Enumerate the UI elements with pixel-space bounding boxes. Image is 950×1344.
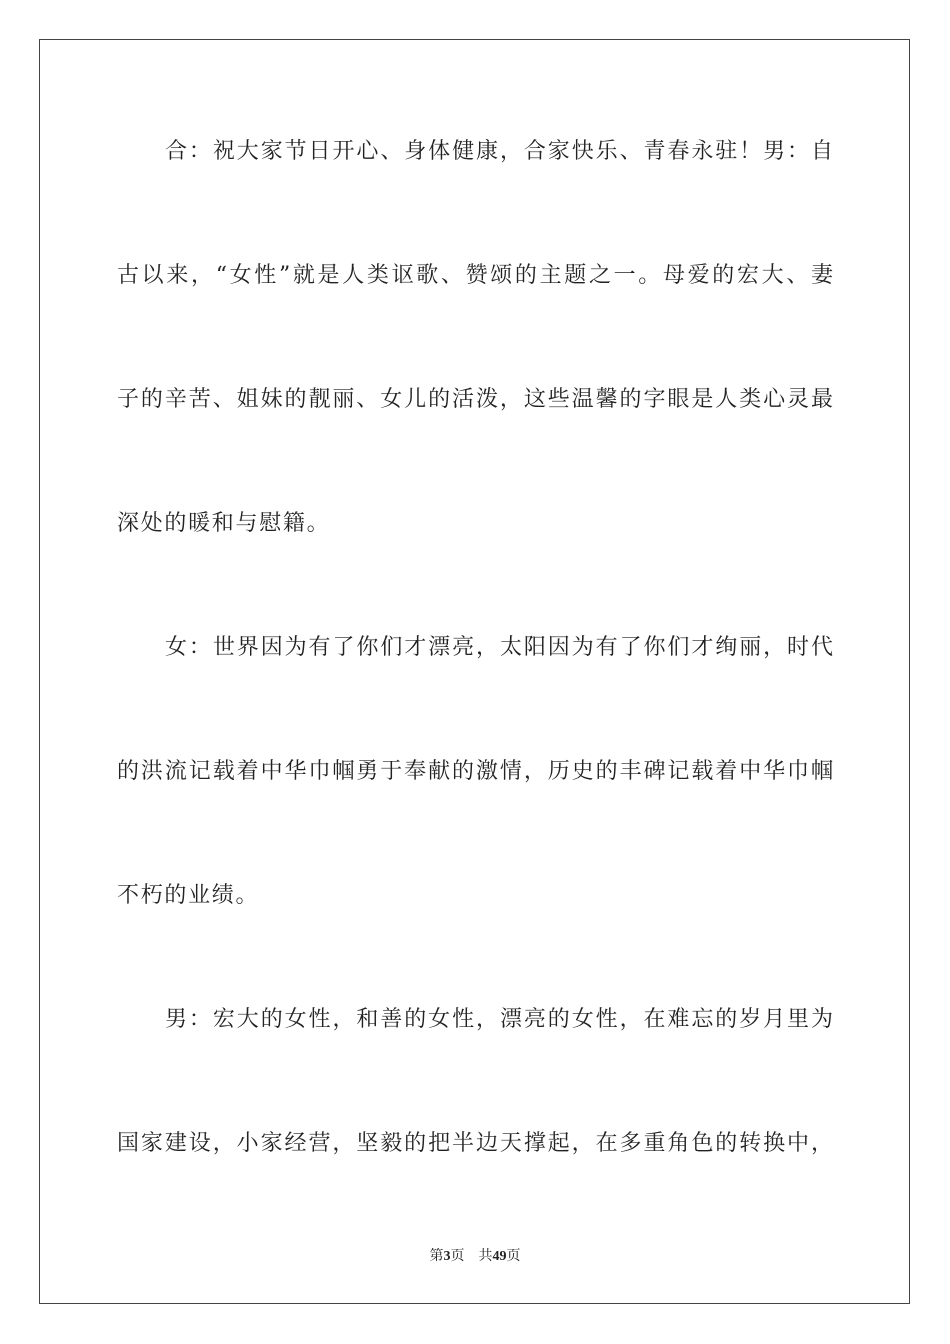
page-number: 3 — [443, 1249, 451, 1264]
total-prefix: 共 — [478, 1249, 493, 1264]
page-suffix: 页 — [450, 1249, 465, 1264]
paragraph-line: 深处的暖和与慰籍。 — [117, 511, 331, 536]
total-pages: 49 — [492, 1249, 507, 1264]
paragraph-line: 合：祝大家节日开心、身体健康，合家快乐、青春永驻！男：自 — [165, 139, 833, 164]
paragraph-line: 子的辛苦、姐妹的靓丽、女儿的活泼，这些温馨的字眼是人类心灵最 — [117, 387, 833, 412]
page-prefix: 第 — [429, 1249, 444, 1264]
paragraph-line: 国家建设，小家经营，坚毅的把半边天撑起，在多重角色的转换中， — [117, 1131, 833, 1156]
paragraph-line: 男：宏大的女性，和善的女性，漂亮的女性，在难忘的岁月里为 — [165, 1007, 833, 1032]
total-suffix: 页 — [506, 1249, 521, 1264]
paragraph-line: 古以来，“女性”就是人类讴歌、赞颂的主题之一。母爱的宏大、妻 — [117, 263, 833, 288]
paragraph-line: 的洪流记载着中华巾帼勇于奉献的激情，历史的丰碑记载着中华巾帼 — [117, 759, 833, 784]
paragraph-line: 女：世界因为有了你们才漂亮，太阳因为有了你们才绚丽，时代 — [165, 635, 833, 660]
page-footer — [0, 1247, 950, 1267]
paragraph-line: 不朽的业绩。 — [117, 883, 260, 908]
page-border — [39, 39, 910, 1304]
